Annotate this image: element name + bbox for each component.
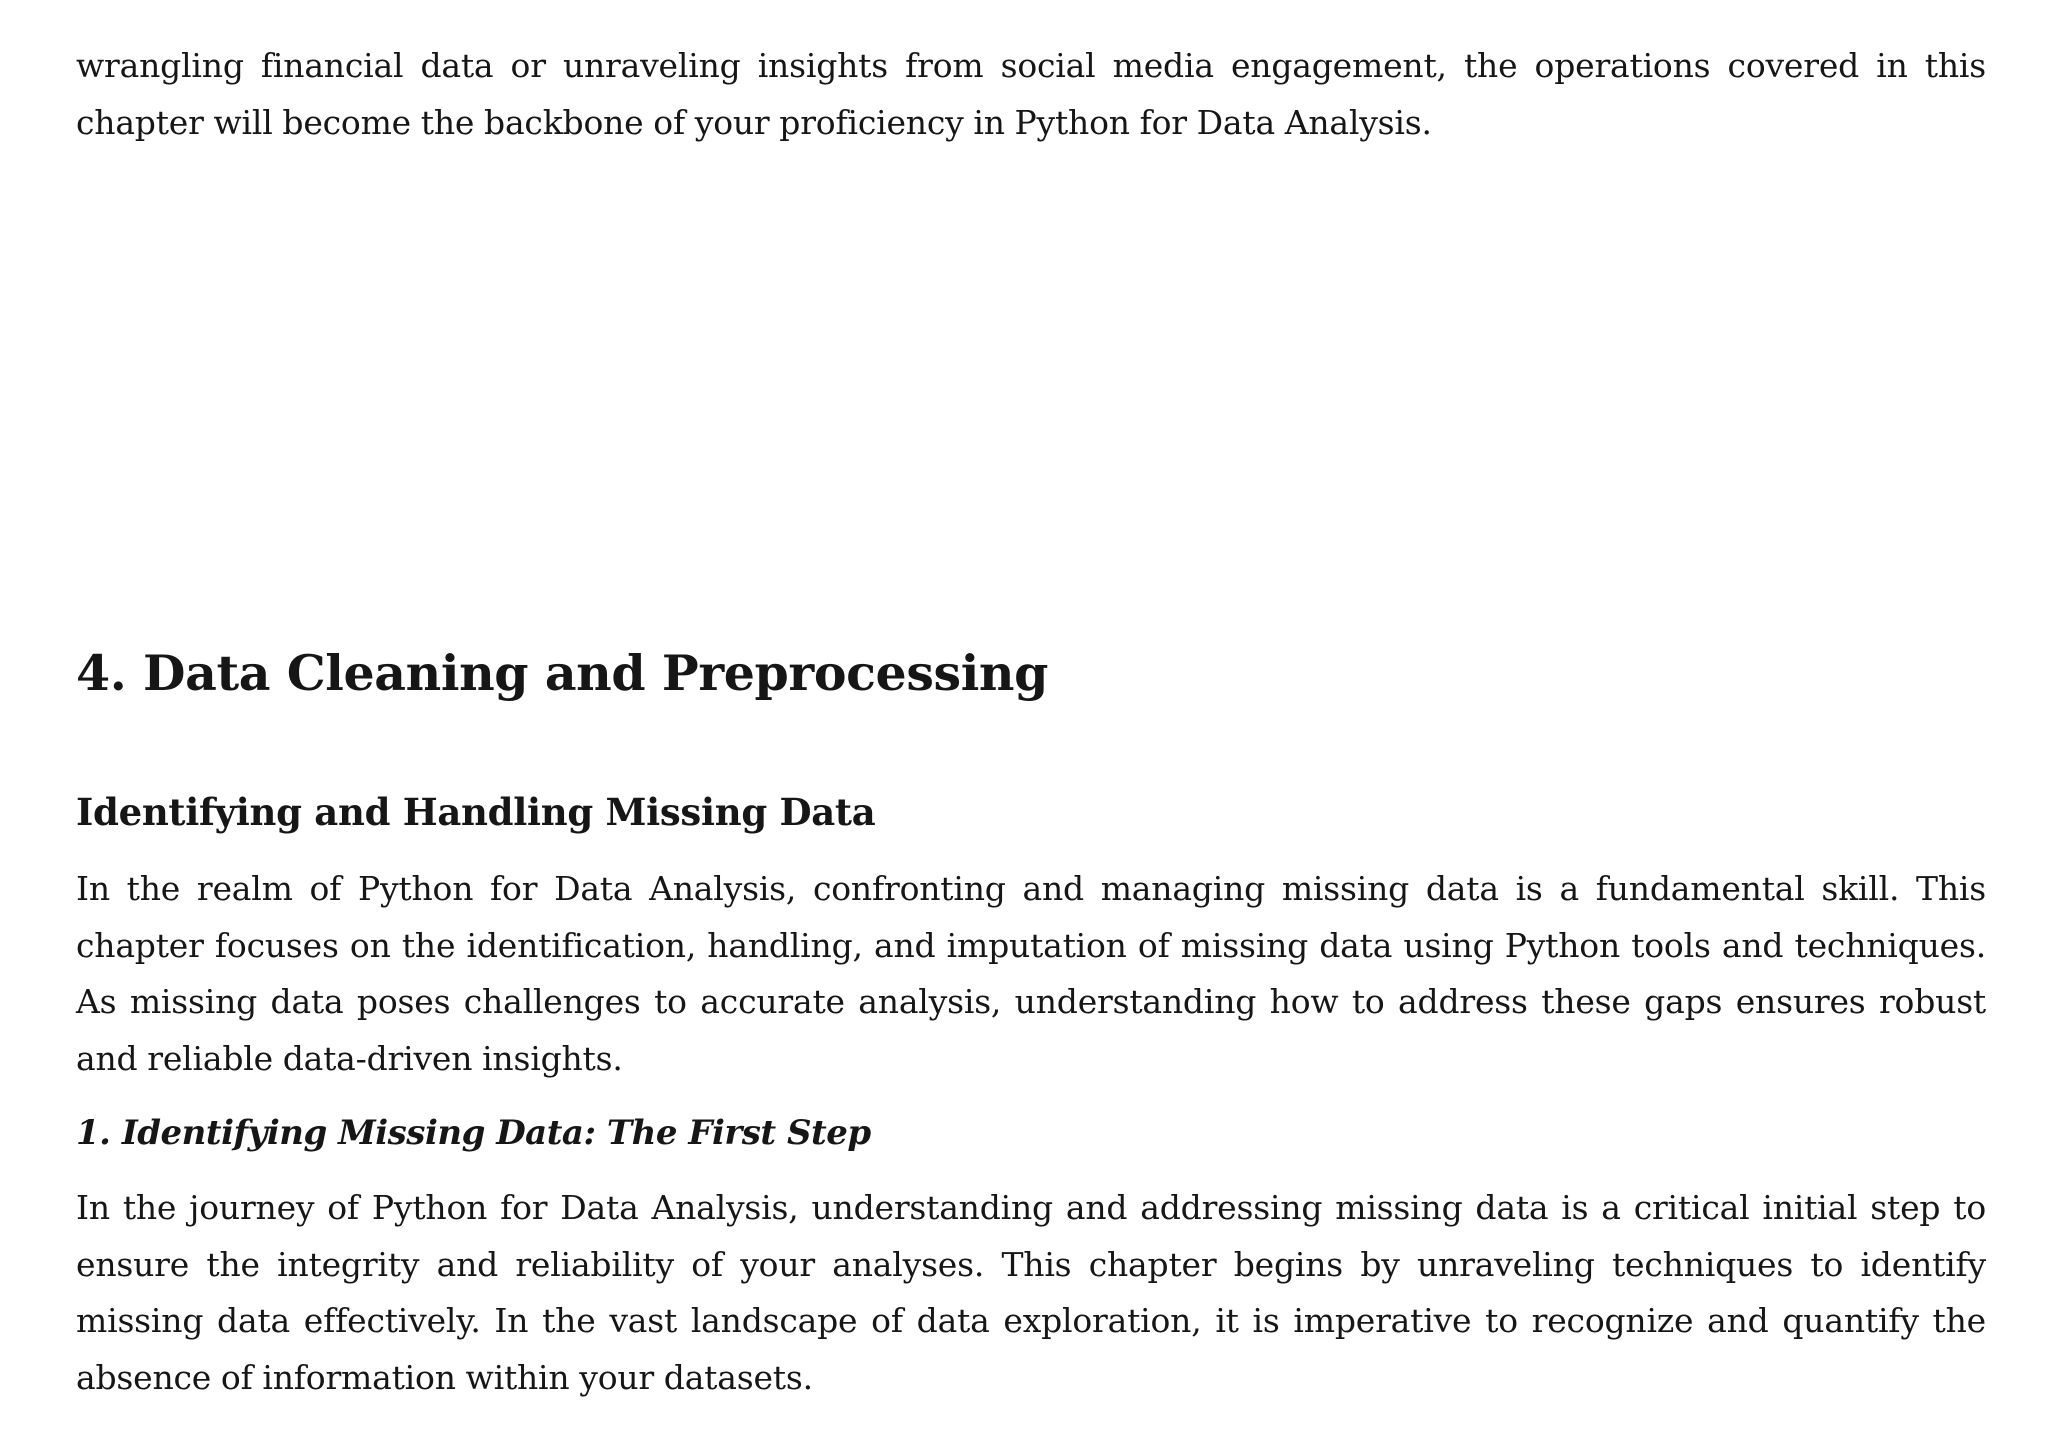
intro-continuation-paragraph: wrangling financial data or unraveling insights from social media engagement, the operations covered in this chapter will become the backbone of your proficiency in Python for Data Analysis. [76, 46, 1986, 142]
section-title: Identifying and Handling Missing Data [76, 790, 876, 834]
section-paragraph: In the realm of Python for Data Analysis, confronting and managing missing data is a fundamental skill. This chapter focuses on the identification, handling, and imputation of missing data using Python tools and techniques. As missing data poses challenges to accurate analysis, understanding how to address these gaps ensures robust and reliable data-driven insights. [76, 869, 1986, 1078]
subsection-paragraph: In the journey of Python for Data Analysis, understanding and addressing missing data is a critical initial step to ensure the integrity and reliability of your analyses. This chapter begins by unraveling techniques to identify missing data effectively. In the vast landscape of data exploration, it is imperative to recognize and quantify the absence of information within your datasets. [76, 1188, 1986, 1397]
chapter-title: 4. Data Cleaning and Preprocessing [76, 644, 1048, 702]
subsection-title: 1. Identifying Missing Data: The First Step [76, 1113, 871, 1153]
